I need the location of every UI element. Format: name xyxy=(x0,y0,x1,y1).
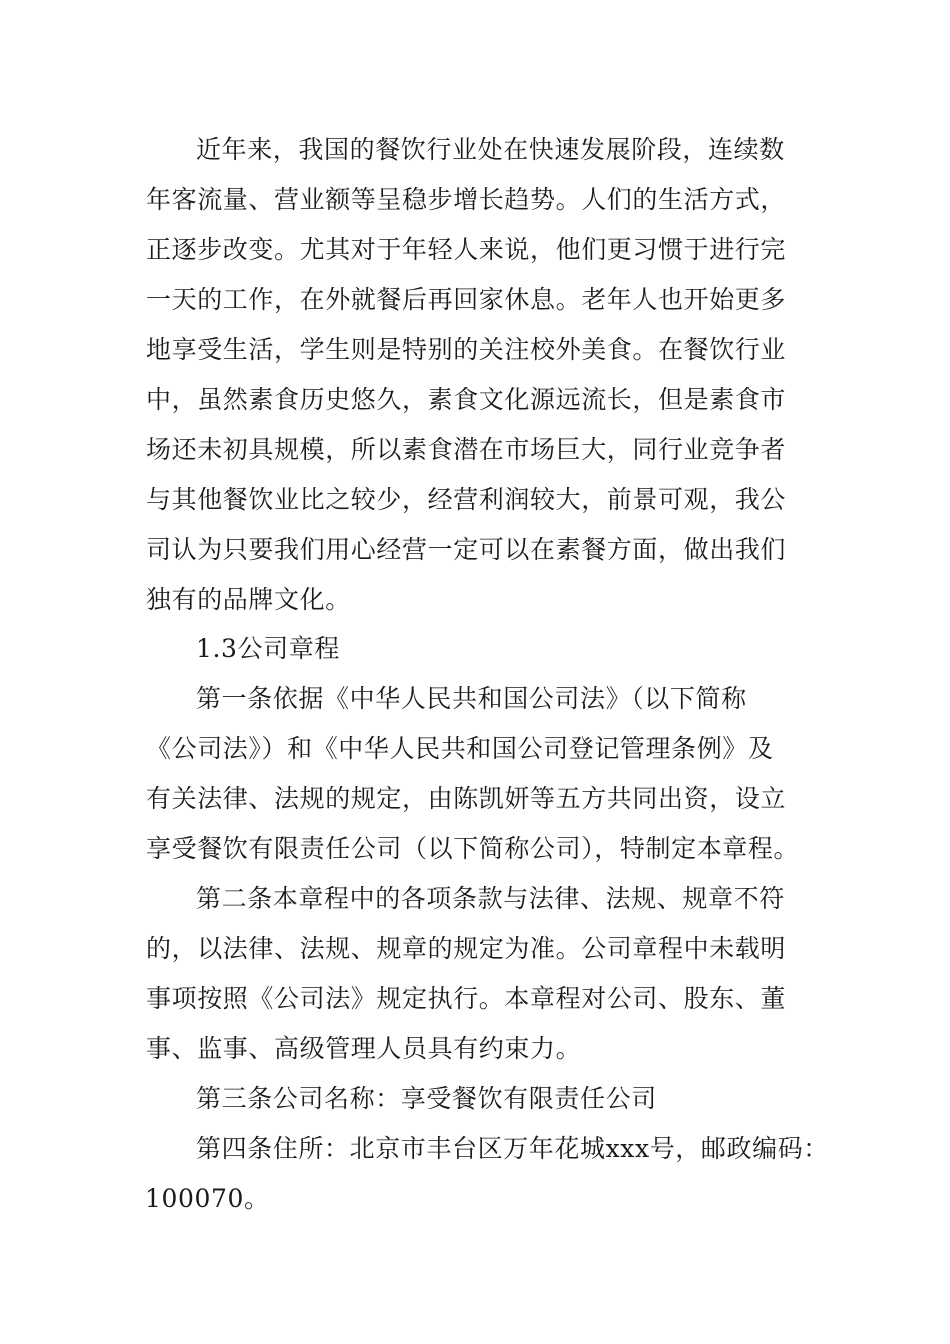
text-line: 地享受生活，学生则是特别的关注校外美食。在餐饮行业 xyxy=(146,335,787,364)
text-line: 享受餐饮有限责任公司（以下简称公司），特制定本章程。 xyxy=(146,834,800,863)
text-line: 年客流量、营业额等呈稳步增长趋势。人们的生活方式， xyxy=(146,185,787,214)
text-line: 中，虽然素食历史悠久，素食文化源远流长，但是素食市 xyxy=(146,385,787,414)
text-line: 独有的品牌文化。 xyxy=(146,585,351,614)
text-line: 场还未初具规模，所以素食潜在市场巨大，同行业竞争者 xyxy=(146,435,787,464)
text-line: 100070。 xyxy=(145,1184,270,1213)
text-line: 第四条住所：北京市丰台区万年花城xxx号，邮政编码： xyxy=(196,1134,829,1163)
text-line: 的，以法律、法规、规章的规定为准。公司章程中未载明 xyxy=(146,934,787,963)
text-line: 事、监事、高级管理人员具有约束力。 xyxy=(146,1034,582,1063)
text-line: 事项按照《公司法》规定执行。本章程对公司、股东、董 xyxy=(146,984,787,1013)
text-line: 第一条依据《中华人民共和国公司法》（以下简称 xyxy=(196,684,747,713)
text-line: 司认为只要我们用心经营一定可以在素餐方面，做出我们 xyxy=(146,535,787,564)
text-line: 第二条本章程中的各项条款与法律、法规、规章不符 xyxy=(196,884,785,913)
section-heading: 1.3公司章程 xyxy=(196,634,340,663)
text-line: 第三条公司名称：享受餐饮有限责任公司 xyxy=(196,1084,657,1113)
text-line: 一天的工作，在外就餐后再回家休息。老年人也开始更多 xyxy=(146,285,787,314)
text-line: 《公司法》）和《中华人民共和国公司登记管理条例》及 xyxy=(146,734,774,763)
text-line: 有关法律、法规的规定，由陈凯妍等五方共同出资，设立 xyxy=(146,784,787,813)
text-line: 正逐步改变。尤其对于年轻人来说，他们更习惯于进行完 xyxy=(146,235,787,264)
text-line: 近年来，我国的餐饮行业处在快速发展阶段，连续数 xyxy=(196,135,785,164)
text-line: 与其他餐饮业比之较少，经营利润较大，前景可观，我公 xyxy=(146,485,787,514)
